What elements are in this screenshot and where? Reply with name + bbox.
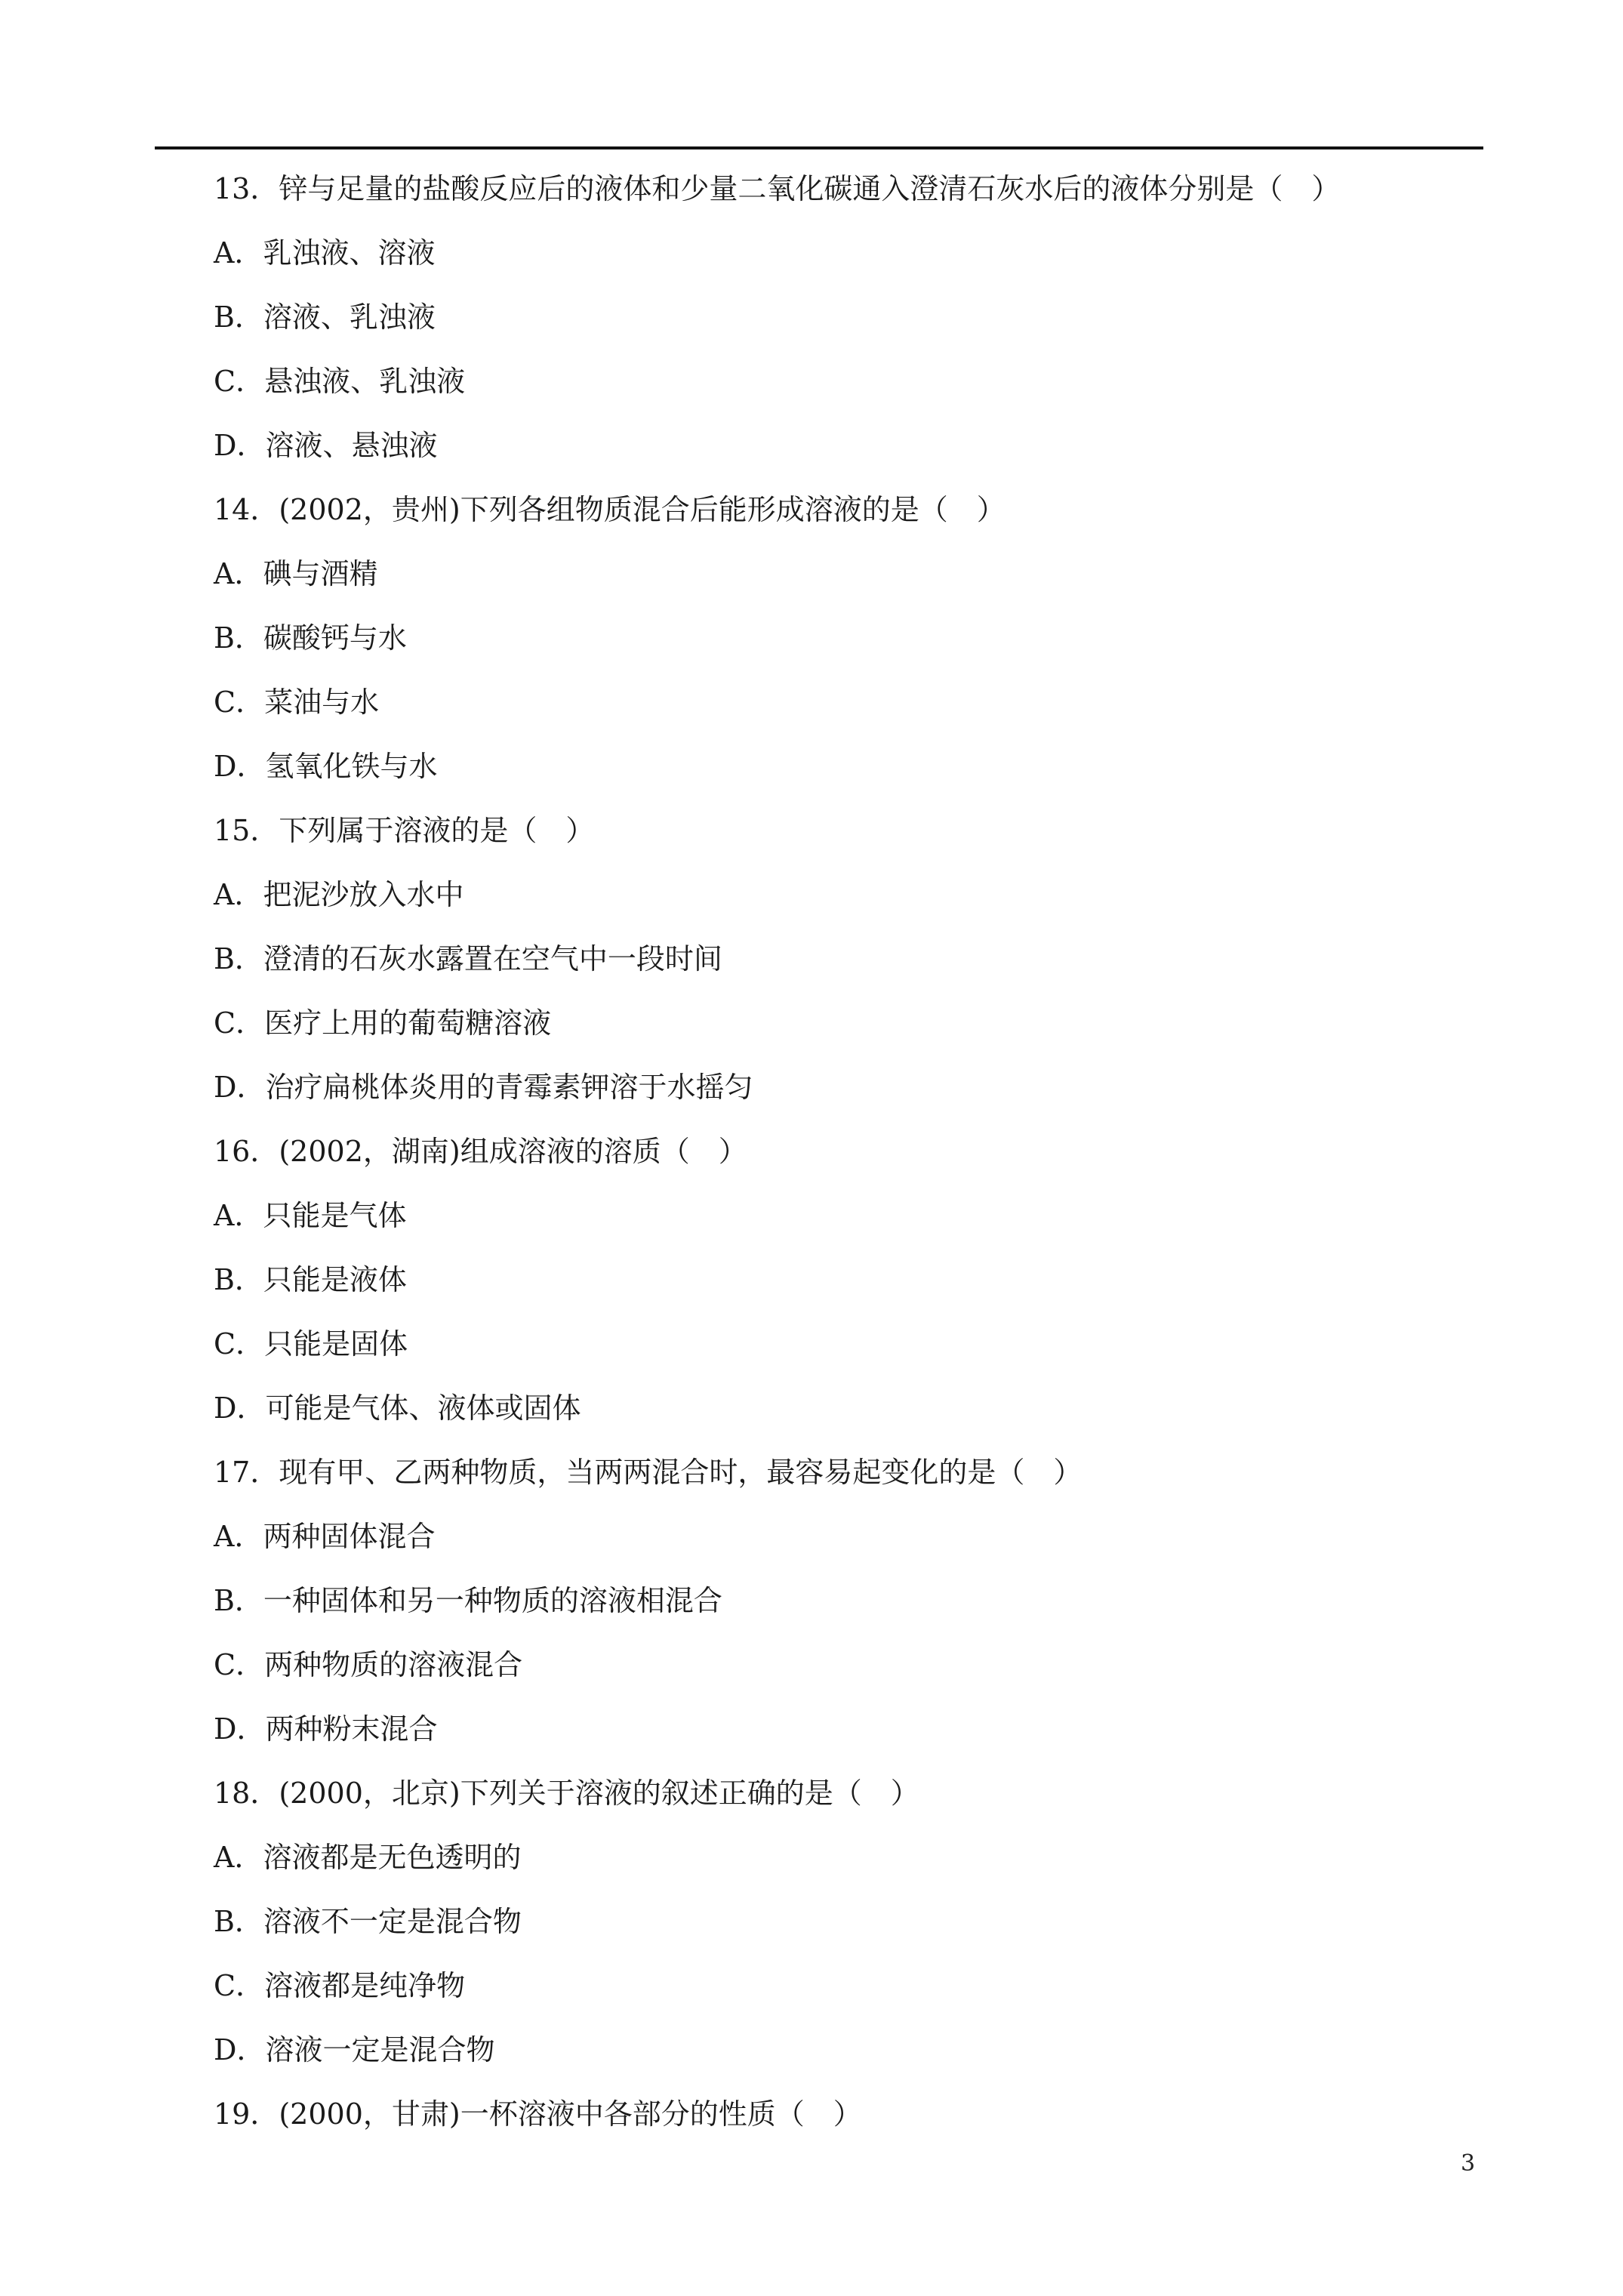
page-number: 3 [1461, 2150, 1476, 2177]
question-13-option-d: D．溶液、悬浊液 [214, 429, 438, 462]
question-19-stem: 19．(2000，甘肃)一杯溶液中各部分的性质（ ） [214, 2097, 862, 2131]
header-rule [155, 146, 1483, 149]
question-14-option-b: B．碳酸钙与水 [214, 621, 407, 655]
question-15-stem: 15．下列属于溶液的是（ ） [214, 814, 595, 847]
question-15-option-b: B．澄清的石灰水露置在空气中一段时间 [214, 942, 722, 975]
question-14-option-d: D．氢氧化铁与水 [214, 750, 438, 783]
question-17-option-d: D．两种粉末混合 [214, 1712, 438, 1746]
question-13-stem: 13．锌与足量的盐酸反应后的液体和少量二氧化碳通入澄清石灰水后的液体分别是（ ） [214, 172, 1341, 205]
question-16-option-c: C．只能是固体 [214, 1327, 408, 1361]
question-18-option-a: A．溶液都是无色透明的 [214, 1841, 522, 1874]
question-16-option-a: A．只能是气体 [214, 1199, 407, 1232]
question-17-option-c: C．两种物质的溶液混合 [214, 1648, 523, 1681]
question-13-option-a: A．乳浊液、溶液 [214, 236, 436, 270]
question-15-option-d: D．治疗扁桃体炎用的青霉素钾溶于水摇匀 [214, 1071, 753, 1104]
question-14-option-a: A．碘与酒精 [214, 557, 378, 590]
question-17-option-a: A．两种固体混合 [214, 1520, 436, 1553]
question-18-stem: 18．(2000，北京)下列关于溶液的叙述正确的是（ ） [214, 1777, 919, 1810]
question-16-stem: 16．(2002，湖南)组成溶液的溶质（ ） [214, 1135, 747, 1168]
question-17-option-b: B．一种固体和另一种物质的溶液相混合 [214, 1584, 722, 1617]
question-15-option-c: C．医疗上用的葡萄糖溶液 [214, 1006, 552, 1040]
question-14-stem: 14．(2002，贵州)下列各组物质混合后能形成溶液的是（ ） [214, 493, 1006, 526]
question-14-option-c: C．菜油与水 [214, 686, 380, 719]
question-16-option-b: B．只能是液体 [214, 1263, 407, 1296]
question-15-option-a: A．把泥沙放入水中 [214, 878, 464, 911]
question-16-option-d: D．可能是气体、液体或固体 [214, 1391, 581, 1425]
question-13-option-c: C．悬浊液、乳浊液 [214, 365, 466, 398]
question-17-stem: 17．现有甲、乙两种物质，当两两混合时，最容易起变化的是（ ） [214, 1456, 1083, 1489]
question-list [214, 168, 1467, 2157]
question-18-option-b: B．溶液不一定是混合物 [214, 1905, 522, 1938]
question-13-option-b: B．溶液、乳浊液 [214, 300, 436, 334]
question-18-option-c: C．溶液都是纯净物 [214, 1969, 466, 2002]
question-18-option-d: D．溶液一定是混合物 [214, 2033, 495, 2066]
